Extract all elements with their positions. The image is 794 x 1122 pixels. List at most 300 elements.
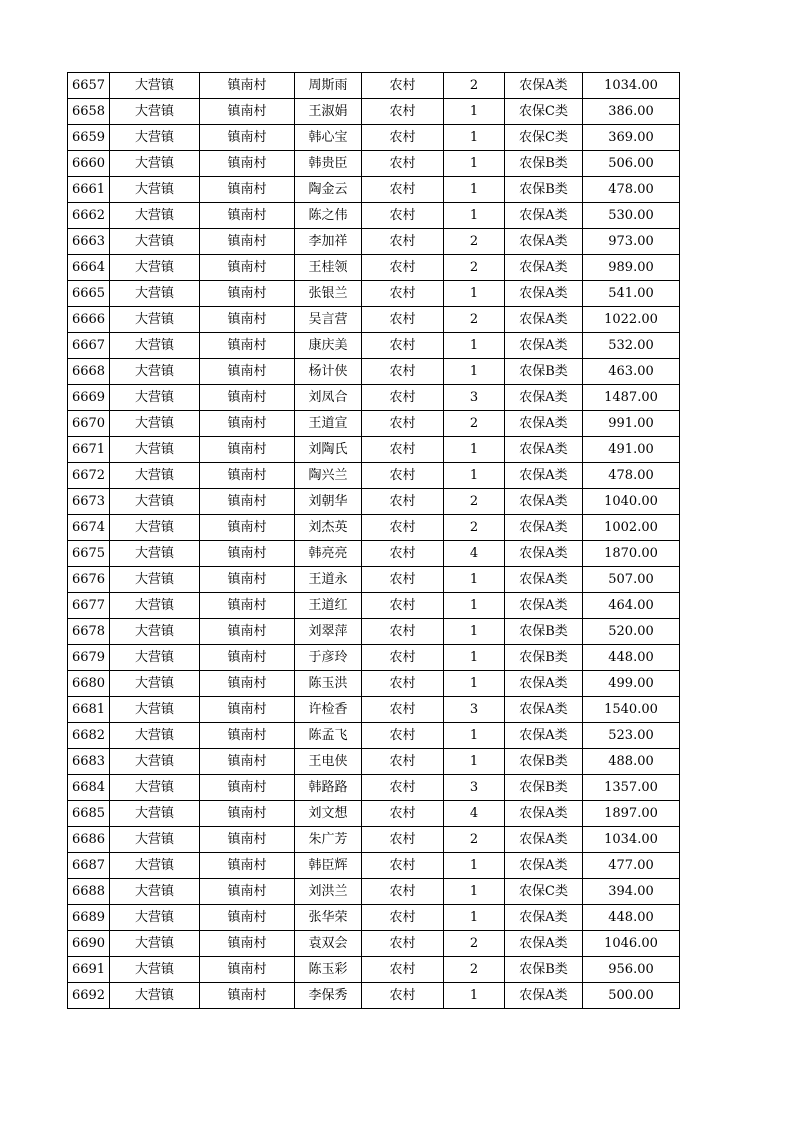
household-type-cell: 农村 <box>362 229 444 255</box>
insurance-class-cell: 农保B类 <box>505 749 583 775</box>
record-id-cell: 6665 <box>68 281 110 307</box>
insurance-class-cell: 农保A类 <box>505 229 583 255</box>
record-id-cell: 6685 <box>68 801 110 827</box>
member-count-cell: 1 <box>444 983 505 1009</box>
table-row <box>68 333 680 359</box>
insurance-class-cell: 农保B类 <box>505 619 583 645</box>
town-cell: 大营镇 <box>110 489 200 515</box>
insurance-class-cell: 农保A类 <box>505 437 583 463</box>
record-id-cell: 6687 <box>68 853 110 879</box>
table-row <box>68 853 680 879</box>
amount-cell: 369.00 <box>583 125 680 151</box>
record-id-cell: 6691 <box>68 957 110 983</box>
town-cell: 大营镇 <box>110 801 200 827</box>
household-type-cell: 农村 <box>362 177 444 203</box>
record-id-cell: 6660 <box>68 151 110 177</box>
person-name-cell: 康庆美 <box>295 333 362 359</box>
record-id-cell: 6658 <box>68 99 110 125</box>
member-count-cell: 4 <box>444 801 505 827</box>
insurance-class-cell: 农保C类 <box>505 125 583 151</box>
record-id-cell: 6667 <box>68 333 110 359</box>
member-count-cell: 1 <box>444 593 505 619</box>
household-type-cell: 农村 <box>362 99 444 125</box>
village-cell: 镇南村 <box>200 723 295 749</box>
person-name-cell: 韩贵臣 <box>295 151 362 177</box>
member-count-cell: 2 <box>444 515 505 541</box>
village-cell: 镇南村 <box>200 489 295 515</box>
table-row <box>68 801 680 827</box>
record-id-cell: 6684 <box>68 775 110 801</box>
record-id-cell: 6666 <box>68 307 110 333</box>
amount-cell: 956.00 <box>583 957 680 983</box>
town-cell: 大营镇 <box>110 697 200 723</box>
member-count-cell: 1 <box>444 645 505 671</box>
member-count-cell: 1 <box>444 203 505 229</box>
record-id-cell: 6689 <box>68 905 110 931</box>
member-count-cell: 1 <box>444 619 505 645</box>
village-cell: 镇南村 <box>200 125 295 151</box>
town-cell: 大营镇 <box>110 307 200 333</box>
table-row <box>68 125 680 151</box>
table-row <box>68 281 680 307</box>
amount-cell: 1046.00 <box>583 931 680 957</box>
town-cell: 大营镇 <box>110 177 200 203</box>
record-id-cell: 6679 <box>68 645 110 671</box>
member-count-cell: 2 <box>444 931 505 957</box>
table-row <box>68 411 680 437</box>
household-type-cell: 农村 <box>362 801 444 827</box>
table-row <box>68 749 680 775</box>
village-cell: 镇南村 <box>200 385 295 411</box>
amount-cell: 448.00 <box>583 905 680 931</box>
town-cell: 大营镇 <box>110 333 200 359</box>
town-cell: 大营镇 <box>110 359 200 385</box>
table-row <box>68 905 680 931</box>
insurance-class-cell: 农保C类 <box>505 879 583 905</box>
member-count-cell: 1 <box>444 905 505 931</box>
table-row <box>68 723 680 749</box>
insurance-class-cell: 农保A类 <box>505 567 583 593</box>
insurance-class-cell: 农保A类 <box>505 931 583 957</box>
household-type-cell: 农村 <box>362 905 444 931</box>
village-cell: 镇南村 <box>200 333 295 359</box>
village-cell: 镇南村 <box>200 749 295 775</box>
amount-cell: 530.00 <box>583 203 680 229</box>
village-cell: 镇南村 <box>200 931 295 957</box>
village-cell: 镇南村 <box>200 203 295 229</box>
record-id-cell: 6683 <box>68 749 110 775</box>
amount-cell: 463.00 <box>583 359 680 385</box>
person-name-cell: 刘凤合 <box>295 385 362 411</box>
member-count-cell: 1 <box>444 99 505 125</box>
member-count-cell: 1 <box>444 151 505 177</box>
town-cell: 大营镇 <box>110 99 200 125</box>
person-name-cell: 王电侠 <box>295 749 362 775</box>
household-type-cell: 农村 <box>362 931 444 957</box>
record-id-cell: 6663 <box>68 229 110 255</box>
insurance-class-cell: 农保A类 <box>505 827 583 853</box>
person-name-cell: 李加祥 <box>295 229 362 255</box>
table-row <box>68 255 680 281</box>
person-name-cell: 陈玉彩 <box>295 957 362 983</box>
amount-cell: 478.00 <box>583 177 680 203</box>
member-count-cell: 1 <box>444 359 505 385</box>
insurance-class-cell: 农保A类 <box>505 203 583 229</box>
amount-cell: 541.00 <box>583 281 680 307</box>
amount-cell: 477.00 <box>583 853 680 879</box>
amount-cell: 1034.00 <box>583 73 680 99</box>
table-row <box>68 203 680 229</box>
household-type-cell: 农村 <box>362 853 444 879</box>
insurance-class-cell: 农保A类 <box>505 697 583 723</box>
household-type-cell: 农村 <box>362 255 444 281</box>
household-type-cell: 农村 <box>362 723 444 749</box>
amount-cell: 989.00 <box>583 255 680 281</box>
village-cell: 镇南村 <box>200 515 295 541</box>
table-row <box>68 879 680 905</box>
village-cell: 镇南村 <box>200 697 295 723</box>
member-count-cell: 3 <box>444 385 505 411</box>
insurance-class-cell: 农保B类 <box>505 645 583 671</box>
person-name-cell: 张银兰 <box>295 281 362 307</box>
town-cell: 大营镇 <box>110 73 200 99</box>
record-id-cell: 6686 <box>68 827 110 853</box>
member-count-cell: 2 <box>444 307 505 333</box>
record-id-cell: 6673 <box>68 489 110 515</box>
town-cell: 大营镇 <box>110 593 200 619</box>
record-id-cell: 6671 <box>68 437 110 463</box>
record-id-cell: 6676 <box>68 567 110 593</box>
person-name-cell: 周斯雨 <box>295 73 362 99</box>
village-cell: 镇南村 <box>200 541 295 567</box>
record-id-cell: 6688 <box>68 879 110 905</box>
amount-cell: 1897.00 <box>583 801 680 827</box>
member-count-cell: 3 <box>444 775 505 801</box>
table-row <box>68 73 680 99</box>
village-cell: 镇南村 <box>200 853 295 879</box>
person-name-cell: 张华荣 <box>295 905 362 931</box>
amount-cell: 491.00 <box>583 437 680 463</box>
table-row <box>68 99 680 125</box>
table-row <box>68 177 680 203</box>
table-row <box>68 489 680 515</box>
village-cell: 镇南村 <box>200 281 295 307</box>
amount-cell: 1357.00 <box>583 775 680 801</box>
member-count-cell: 2 <box>444 827 505 853</box>
record-id-cell: 6657 <box>68 73 110 99</box>
person-name-cell: 李保秀 <box>295 983 362 1009</box>
household-type-cell: 农村 <box>362 515 444 541</box>
member-count-cell: 1 <box>444 333 505 359</box>
town-cell: 大营镇 <box>110 281 200 307</box>
member-count-cell: 1 <box>444 723 505 749</box>
person-name-cell: 韩亮亮 <box>295 541 362 567</box>
person-name-cell: 刘洪兰 <box>295 879 362 905</box>
table-row <box>68 957 680 983</box>
insurance-class-cell: 农保A类 <box>505 515 583 541</box>
household-type-cell: 农村 <box>362 957 444 983</box>
household-type-cell: 农村 <box>362 411 444 437</box>
town-cell: 大营镇 <box>110 957 200 983</box>
person-name-cell: 王道永 <box>295 567 362 593</box>
person-name-cell: 刘翠萍 <box>295 619 362 645</box>
person-name-cell: 韩心宝 <box>295 125 362 151</box>
town-cell: 大营镇 <box>110 905 200 931</box>
person-name-cell: 刘朝华 <box>295 489 362 515</box>
amount-cell: 1540.00 <box>583 697 680 723</box>
household-type-cell: 农村 <box>362 281 444 307</box>
amount-cell: 523.00 <box>583 723 680 749</box>
table-row <box>68 151 680 177</box>
member-count-cell: 1 <box>444 567 505 593</box>
town-cell: 大营镇 <box>110 827 200 853</box>
household-type-cell: 农村 <box>362 463 444 489</box>
insurance-class-cell: 农保A类 <box>505 385 583 411</box>
insurance-class-cell: 农保A类 <box>505 723 583 749</box>
person-name-cell: 陶金云 <box>295 177 362 203</box>
person-name-cell: 王道宣 <box>295 411 362 437</box>
village-cell: 镇南村 <box>200 99 295 125</box>
amount-cell: 386.00 <box>583 99 680 125</box>
member-count-cell: 2 <box>444 229 505 255</box>
member-count-cell: 1 <box>444 879 505 905</box>
town-cell: 大营镇 <box>110 203 200 229</box>
member-count-cell: 2 <box>444 411 505 437</box>
table-row <box>68 359 680 385</box>
record-id-cell: 6690 <box>68 931 110 957</box>
town-cell: 大营镇 <box>110 385 200 411</box>
table-row <box>68 229 680 255</box>
town-cell: 大营镇 <box>110 541 200 567</box>
member-count-cell: 2 <box>444 73 505 99</box>
member-count-cell: 1 <box>444 463 505 489</box>
insurance-class-cell: 农保A类 <box>505 255 583 281</box>
household-type-cell: 农村 <box>362 489 444 515</box>
village-cell: 镇南村 <box>200 151 295 177</box>
table-row <box>68 775 680 801</box>
insurance-class-cell: 农保B类 <box>505 151 583 177</box>
amount-cell: 507.00 <box>583 567 680 593</box>
household-type-cell: 农村 <box>362 983 444 1009</box>
insurance-class-cell: 农保A类 <box>505 411 583 437</box>
record-id-cell: 6680 <box>68 671 110 697</box>
town-cell: 大营镇 <box>110 749 200 775</box>
insurance-class-cell: 农保A类 <box>505 333 583 359</box>
household-type-cell: 农村 <box>362 775 444 801</box>
person-name-cell: 刘文想 <box>295 801 362 827</box>
household-type-cell: 农村 <box>362 307 444 333</box>
person-name-cell: 王道红 <box>295 593 362 619</box>
village-cell: 镇南村 <box>200 827 295 853</box>
table-row <box>68 463 680 489</box>
insurance-class-cell: 农保A类 <box>505 671 583 697</box>
household-type-cell: 农村 <box>362 749 444 775</box>
town-cell: 大营镇 <box>110 463 200 489</box>
table-row <box>68 671 680 697</box>
insurance-class-cell: 农保A类 <box>505 541 583 567</box>
household-type-cell: 农村 <box>362 203 444 229</box>
amount-cell: 488.00 <box>583 749 680 775</box>
village-cell: 镇南村 <box>200 671 295 697</box>
town-cell: 大营镇 <box>110 255 200 281</box>
person-name-cell: 王淑娟 <box>295 99 362 125</box>
village-cell: 镇南村 <box>200 645 295 671</box>
village-cell: 镇南村 <box>200 879 295 905</box>
village-cell: 镇南村 <box>200 437 295 463</box>
table-row <box>68 931 680 957</box>
person-name-cell: 许检香 <box>295 697 362 723</box>
insurance-class-cell: 农保C类 <box>505 99 583 125</box>
record-id-cell: 6677 <box>68 593 110 619</box>
insurance-class-cell: 农保A类 <box>505 307 583 333</box>
member-count-cell: 4 <box>444 541 505 567</box>
town-cell: 大营镇 <box>110 645 200 671</box>
person-name-cell: 吴言营 <box>295 307 362 333</box>
village-cell: 镇南村 <box>200 255 295 281</box>
person-name-cell: 朱广芳 <box>295 827 362 853</box>
member-count-cell: 1 <box>444 125 505 151</box>
record-id-cell: 6678 <box>68 619 110 645</box>
member-count-cell: 1 <box>444 749 505 775</box>
amount-cell: 506.00 <box>583 151 680 177</box>
amount-cell: 394.00 <box>583 879 680 905</box>
insurance-class-cell: 农保A类 <box>505 463 583 489</box>
town-cell: 大营镇 <box>110 723 200 749</box>
town-cell: 大营镇 <box>110 229 200 255</box>
household-type-cell: 农村 <box>362 671 444 697</box>
member-count-cell: 1 <box>444 281 505 307</box>
insurance-class-cell: 农保A类 <box>505 853 583 879</box>
amount-cell: 448.00 <box>583 645 680 671</box>
table-row <box>68 697 680 723</box>
amount-cell: 1034.00 <box>583 827 680 853</box>
household-type-cell: 农村 <box>362 73 444 99</box>
member-count-cell: 1 <box>444 177 505 203</box>
table-row <box>68 515 680 541</box>
records-body <box>68 73 680 1009</box>
person-name-cell: 刘陶氏 <box>295 437 362 463</box>
member-count-cell: 2 <box>444 255 505 281</box>
insurance-class-cell: 农保B类 <box>505 775 583 801</box>
amount-cell: 1022.00 <box>583 307 680 333</box>
village-cell: 镇南村 <box>200 359 295 385</box>
member-count-cell: 1 <box>444 671 505 697</box>
table-row <box>68 645 680 671</box>
table-row <box>68 437 680 463</box>
insurance-class-cell: 农保A类 <box>505 489 583 515</box>
town-cell: 大营镇 <box>110 567 200 593</box>
table-row <box>68 541 680 567</box>
village-cell: 镇南村 <box>200 957 295 983</box>
amount-cell: 464.00 <box>583 593 680 619</box>
record-id-cell: 6672 <box>68 463 110 489</box>
table-row <box>68 567 680 593</box>
person-name-cell: 杨计侠 <box>295 359 362 385</box>
record-id-cell: 6659 <box>68 125 110 151</box>
record-id-cell: 6682 <box>68 723 110 749</box>
person-name-cell: 陈之伟 <box>295 203 362 229</box>
household-type-cell: 农村 <box>362 593 444 619</box>
person-name-cell: 韩路路 <box>295 775 362 801</box>
town-cell: 大营镇 <box>110 515 200 541</box>
member-count-cell: 2 <box>444 957 505 983</box>
insurance-class-cell: 农保A类 <box>505 905 583 931</box>
insurance-class-cell: 农保A类 <box>505 593 583 619</box>
town-cell: 大营镇 <box>110 775 200 801</box>
insurance-class-cell: 农保A类 <box>505 281 583 307</box>
table-row <box>68 593 680 619</box>
record-id-cell: 6692 <box>68 983 110 1009</box>
record-id-cell: 6681 <box>68 697 110 723</box>
table-row <box>68 307 680 333</box>
person-name-cell: 王桂领 <box>295 255 362 281</box>
town-cell: 大营镇 <box>110 411 200 437</box>
household-type-cell: 农村 <box>362 437 444 463</box>
village-cell: 镇南村 <box>200 983 295 1009</box>
village-cell: 镇南村 <box>200 905 295 931</box>
insurance-class-cell: 农保B类 <box>505 359 583 385</box>
household-type-cell: 农村 <box>362 879 444 905</box>
person-name-cell: 韩臣辉 <box>295 853 362 879</box>
insurance-class-cell: 农保B类 <box>505 177 583 203</box>
member-count-cell: 2 <box>444 489 505 515</box>
village-cell: 镇南村 <box>200 307 295 333</box>
record-id-cell: 6670 <box>68 411 110 437</box>
household-type-cell: 农村 <box>362 827 444 853</box>
village-cell: 镇南村 <box>200 463 295 489</box>
town-cell: 大营镇 <box>110 671 200 697</box>
household-type-cell: 农村 <box>362 125 444 151</box>
village-cell: 镇南村 <box>200 177 295 203</box>
amount-cell: 532.00 <box>583 333 680 359</box>
household-type-cell: 农村 <box>362 333 444 359</box>
amount-cell: 991.00 <box>583 411 680 437</box>
household-type-cell: 农村 <box>362 541 444 567</box>
person-name-cell: 陶兴兰 <box>295 463 362 489</box>
person-name-cell: 袁双会 <box>295 931 362 957</box>
records-table <box>67 72 680 1009</box>
amount-cell: 1870.00 <box>583 541 680 567</box>
town-cell: 大营镇 <box>110 853 200 879</box>
member-count-cell: 1 <box>444 853 505 879</box>
table-row <box>68 385 680 411</box>
household-type-cell: 农村 <box>362 619 444 645</box>
record-id-cell: 6669 <box>68 385 110 411</box>
record-id-cell: 6674 <box>68 515 110 541</box>
insurance-class-cell: 农保A类 <box>505 801 583 827</box>
record-id-cell: 6664 <box>68 255 110 281</box>
household-type-cell: 农村 <box>362 645 444 671</box>
village-cell: 镇南村 <box>200 73 295 99</box>
town-cell: 大营镇 <box>110 151 200 177</box>
member-count-cell: 3 <box>444 697 505 723</box>
household-type-cell: 农村 <box>362 567 444 593</box>
town-cell: 大营镇 <box>110 931 200 957</box>
town-cell: 大营镇 <box>110 619 200 645</box>
amount-cell: 1002.00 <box>583 515 680 541</box>
town-cell: 大营镇 <box>110 125 200 151</box>
village-cell: 镇南村 <box>200 801 295 827</box>
town-cell: 大营镇 <box>110 437 200 463</box>
household-type-cell: 农村 <box>362 151 444 177</box>
insurance-class-cell: 农保A类 <box>505 73 583 99</box>
record-id-cell: 6668 <box>68 359 110 385</box>
amount-cell: 500.00 <box>583 983 680 1009</box>
person-name-cell: 陈玉洪 <box>295 671 362 697</box>
household-type-cell: 农村 <box>362 697 444 723</box>
amount-cell: 520.00 <box>583 619 680 645</box>
insurance-class-cell: 农保B类 <box>505 957 583 983</box>
